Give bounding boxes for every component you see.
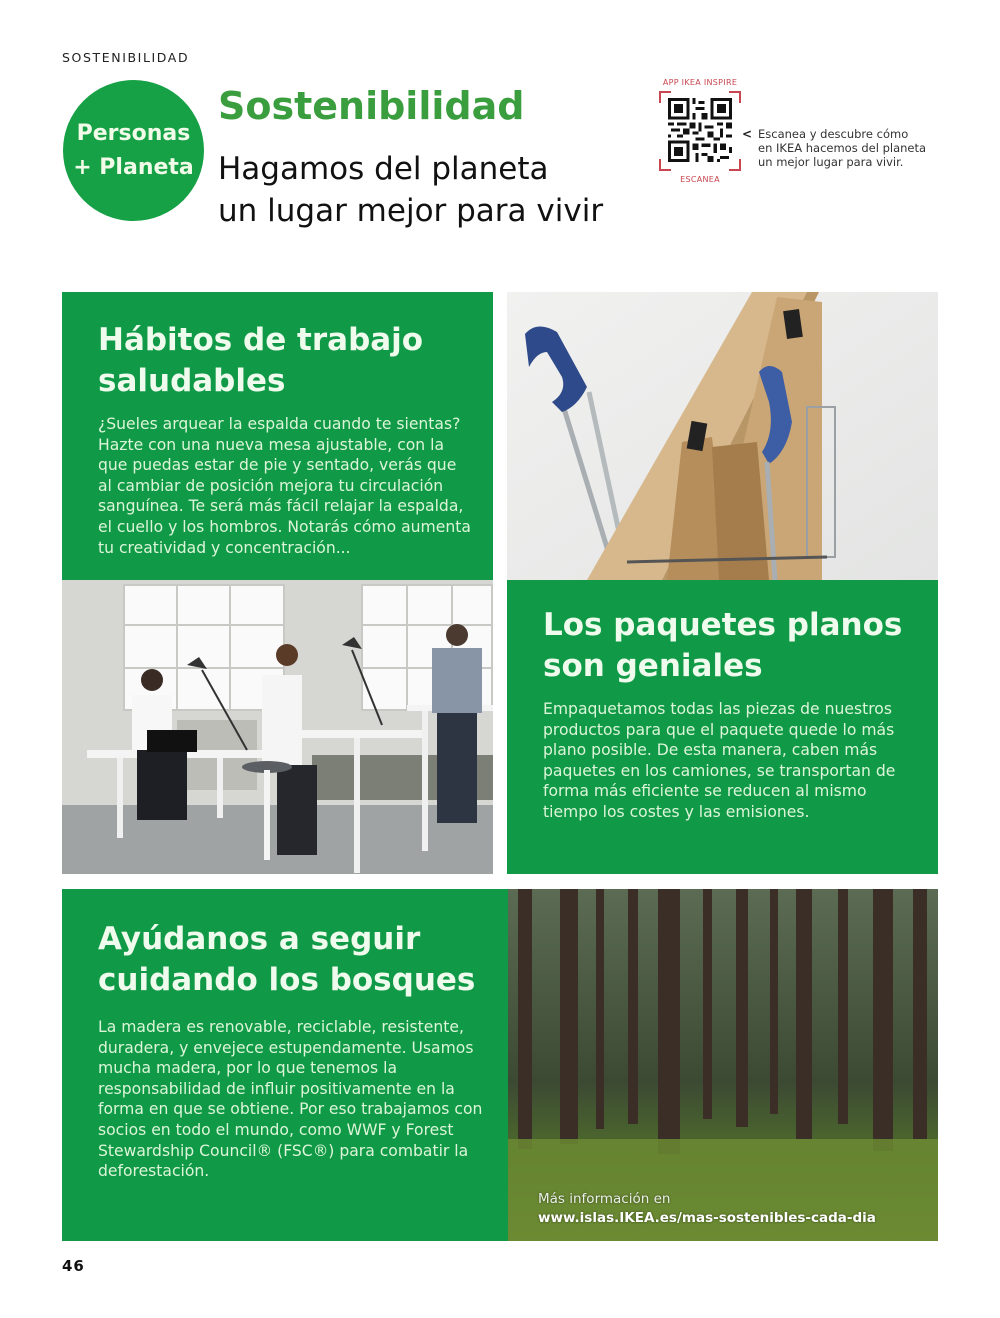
qr-bottom-label: ESCANEA <box>680 175 720 184</box>
personas-planeta-badge <box>63 80 204 221</box>
section-paquetes-planos <box>507 580 938 874</box>
qr-description <box>758 127 938 169</box>
qr-code-icon[interactable] <box>668 97 732 163</box>
qr-text-line: un mejor lugar para vivir. <box>758 155 904 169</box>
title-line: Hábitos de trabajo <box>98 322 424 358</box>
badge-line-2: + Planeta <box>73 154 194 180</box>
cart-image <box>507 292 938 580</box>
office-image <box>62 580 493 874</box>
section-label: SOSTENIBILIDAD <box>62 50 190 65</box>
section-bosques <box>62 889 508 1241</box>
badge-line-1: Personas <box>76 120 191 146</box>
title-line: saludables <box>98 363 286 399</box>
arrow-left-icon: < <box>742 127 753 141</box>
section-body: Empaquetamos todas las piezas de nuestros productos para que el paquete quede lo más plano posible. De esta manera, caben más paquetes en los camiones, se transportan de forma más eficiente se reducen al mismo tiempo los costes y las emisiones. <box>543 700 896 821</box>
qr-code-block[interactable] <box>656 78 744 184</box>
caption-line: Más información en <box>538 1191 671 1207</box>
subtitle-line-2: un lugar mejor para vivir <box>218 193 604 229</box>
forest-image <box>508 889 938 1241</box>
section-title <box>543 605 918 687</box>
page-subtitle <box>218 148 603 232</box>
subtitle-line-1: Hagamos del planeta <box>218 151 549 187</box>
section-title <box>98 919 488 1001</box>
photo-cart-flatpacks <box>507 292 938 580</box>
title-line: son geniales <box>543 648 763 684</box>
title-line: cuidando los bosques <box>98 962 476 998</box>
qr-text-line: en IKEA hacemos del planeta <box>758 141 927 155</box>
page-number: 46 <box>62 1257 85 1275</box>
forest-caption <box>538 1190 876 1228</box>
section-habitos <box>62 292 493 580</box>
section-body: ¿Sueles arquear la espalda cuando te sientas? Hazte con una nueva mesa ajustable, con la que puedas estar de pie y sentado, verás que al cambiar de posición mejora tu circulación sanguínea. Te será más fácil relajar la espalda, el cuello y los hombros. Notarás cómo aumenta tu creatividad y concentración... <box>98 415 471 557</box>
qr-frame <box>659 91 741 171</box>
page-title: Sostenibilidad <box>218 84 525 128</box>
photo-forest <box>508 889 938 1241</box>
section-body: La madera es renovable, reciclable, resistente, duradera, y envejece estupendamente. Usamos mucha madera, por lo que tenemos la responsabilidad de influir positivamente en la forma en que se obtiene. Por eso trabajamos con socios en todo el mundo, como WWF y Forest Stewardship Council® (FSC®) para combatir la deforestación. <box>98 1018 483 1181</box>
title-line: Los paquetes planos <box>543 607 903 643</box>
qr-text-line: Escanea y descubre cómo <box>758 127 909 141</box>
qr-top-label: APP IKEA INSPIRE <box>662 78 738 87</box>
section-title <box>98 320 473 402</box>
more-info-link[interactable]: www.islas.IKEA.es/mas-sostenibles-cada-dia <box>538 1210 876 1226</box>
photo-office-desks <box>62 580 493 874</box>
title-line: Ayúdanos a seguir <box>98 921 421 957</box>
